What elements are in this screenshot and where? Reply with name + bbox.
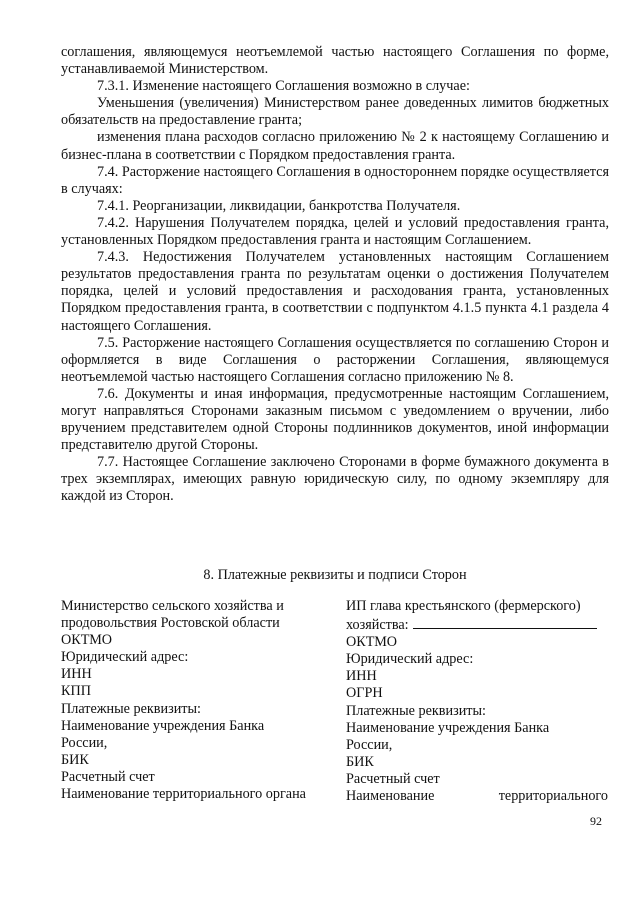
paragraph-plan-change: изменения плана расходов согласно приложению № 2 к настоящему Соглашению и бизнес-плана в соответствии с Порядком предоставления гранта.	[61, 129, 609, 163]
right-ogrn: ОГРН	[346, 685, 383, 702]
left-bik: БИК	[61, 751, 89, 768]
right-bik: БИК	[346, 753, 374, 770]
right-legal-address: Юридический адрес:	[346, 651, 474, 668]
blank-fill-line	[413, 615, 597, 629]
right-party-name-line1: ИП глава крестьянского (фермерского)	[346, 598, 581, 614]
left-party-name-line1: Министерство сельского хозяйства и	[61, 598, 284, 614]
right-party-details	[346, 598, 608, 805]
right-farm-label: хозяйства:	[346, 617, 409, 634]
left-bank-name: Наименование учреждения Банка	[61, 717, 265, 734]
paragraph-7-4-3: 7.4.3. Недостижения Получателем установленных настоящим Соглашением результатов предоставления гранта по результатам оценки о достижения Получателем порядка, целей и условий предоставления и расходования гранта, установленных Порядком предоставления гранта, в соответствии с подпунктом 4.1.5 пункта 4.1 раздела 4 настоящего Соглашения.	[61, 249, 609, 334]
right-account: Расчетный счет	[346, 770, 440, 787]
right-inn: ИНН	[346, 668, 377, 685]
paragraph-7-4: 7.4. Расторжение настоящего Соглашения в одностороннем порядке осуществляется в случаях:	[61, 163, 609, 197]
left-inn: ИНН	[61, 666, 92, 683]
right-bank-name: Наименование учреждения Банка	[346, 719, 550, 736]
paragraph-7-5: 7.5. Расторжение настоящего Соглашения осуществляется по соглашению Сторон и оформляется в виде Соглашения о расторжении Соглашения, являющемуся неотъемлемой частью настоящего Соглашения согласно приложению № 8.	[61, 334, 609, 385]
left-territorial-body: Наименование территориального органа	[61, 786, 306, 803]
paragraph-7-6: 7.6. Документы и иная информация, предусмотренные настоящим Соглашением, могут направляться Сторонами заказным письмом с уведомлением о вручении, либо вручением представителем одной Стороны подлинников документов, иной информации представителю другой Стороны.	[61, 385, 609, 454]
right-territorial-body	[346, 788, 608, 805]
left-kpp: КПП	[61, 683, 91, 700]
paragraph-7-4-1: 7.4.1. Реорганизации, ликвидации, банкротства Получателя.	[97, 197, 461, 214]
agreement-body	[61, 44, 609, 506]
paragraph-continuation: соглашения, являющемуся неотъемлемой частью настоящего Соглашения по форме, устанавливаемой Министерством.	[61, 44, 609, 78]
paragraph-7-4-2: 7.4.2. Нарушения Получателем порядка, целей и условий предоставления гранта, установленных Порядком предоставления гранта и настоящим Соглашением.	[61, 214, 609, 249]
page-number: 92	[590, 814, 602, 828]
right-territorial-word1: Наименование	[346, 788, 435, 805]
left-oktmo: ОКТМО	[61, 632, 113, 649]
paragraph-decrease: Уменьшения (увеличения) Министерством ранее доведенных лимитов бюджетных обязательств на предоставление гранта;	[61, 95, 609, 129]
paragraph-7-3-1: 7.3.1. Изменение настоящего Соглашения возможно в случае:	[97, 78, 470, 95]
left-party-name-line2: продовольствия Ростовской области	[61, 615, 280, 632]
left-legal-address: Юридический адрес:	[61, 649, 189, 666]
left-payment-details: Платежные реквизиты:	[61, 700, 201, 717]
right-territorial-word2: территориального	[498, 788, 608, 805]
paragraph-7-7: 7.7. Настоящее Соглашение заключено Сторонами в форме бумажного документа в трех экземплярах, имеющих равную юридическую силу, по одному экземпляру для каждой из Сторон.	[61, 454, 609, 505]
left-party-details	[61, 598, 323, 803]
right-party-name-line2	[346, 615, 608, 634]
section-heading: 8. Платежные реквизиты и подписи Сторон	[203, 567, 467, 583]
right-oktmo: ОКТМО	[346, 634, 398, 651]
right-bank-country: России,	[346, 736, 393, 753]
right-payment-details: Платежные реквизиты:	[346, 702, 486, 719]
left-bank-country: России,	[61, 734, 108, 751]
left-account: Расчетный счет	[61, 768, 155, 785]
